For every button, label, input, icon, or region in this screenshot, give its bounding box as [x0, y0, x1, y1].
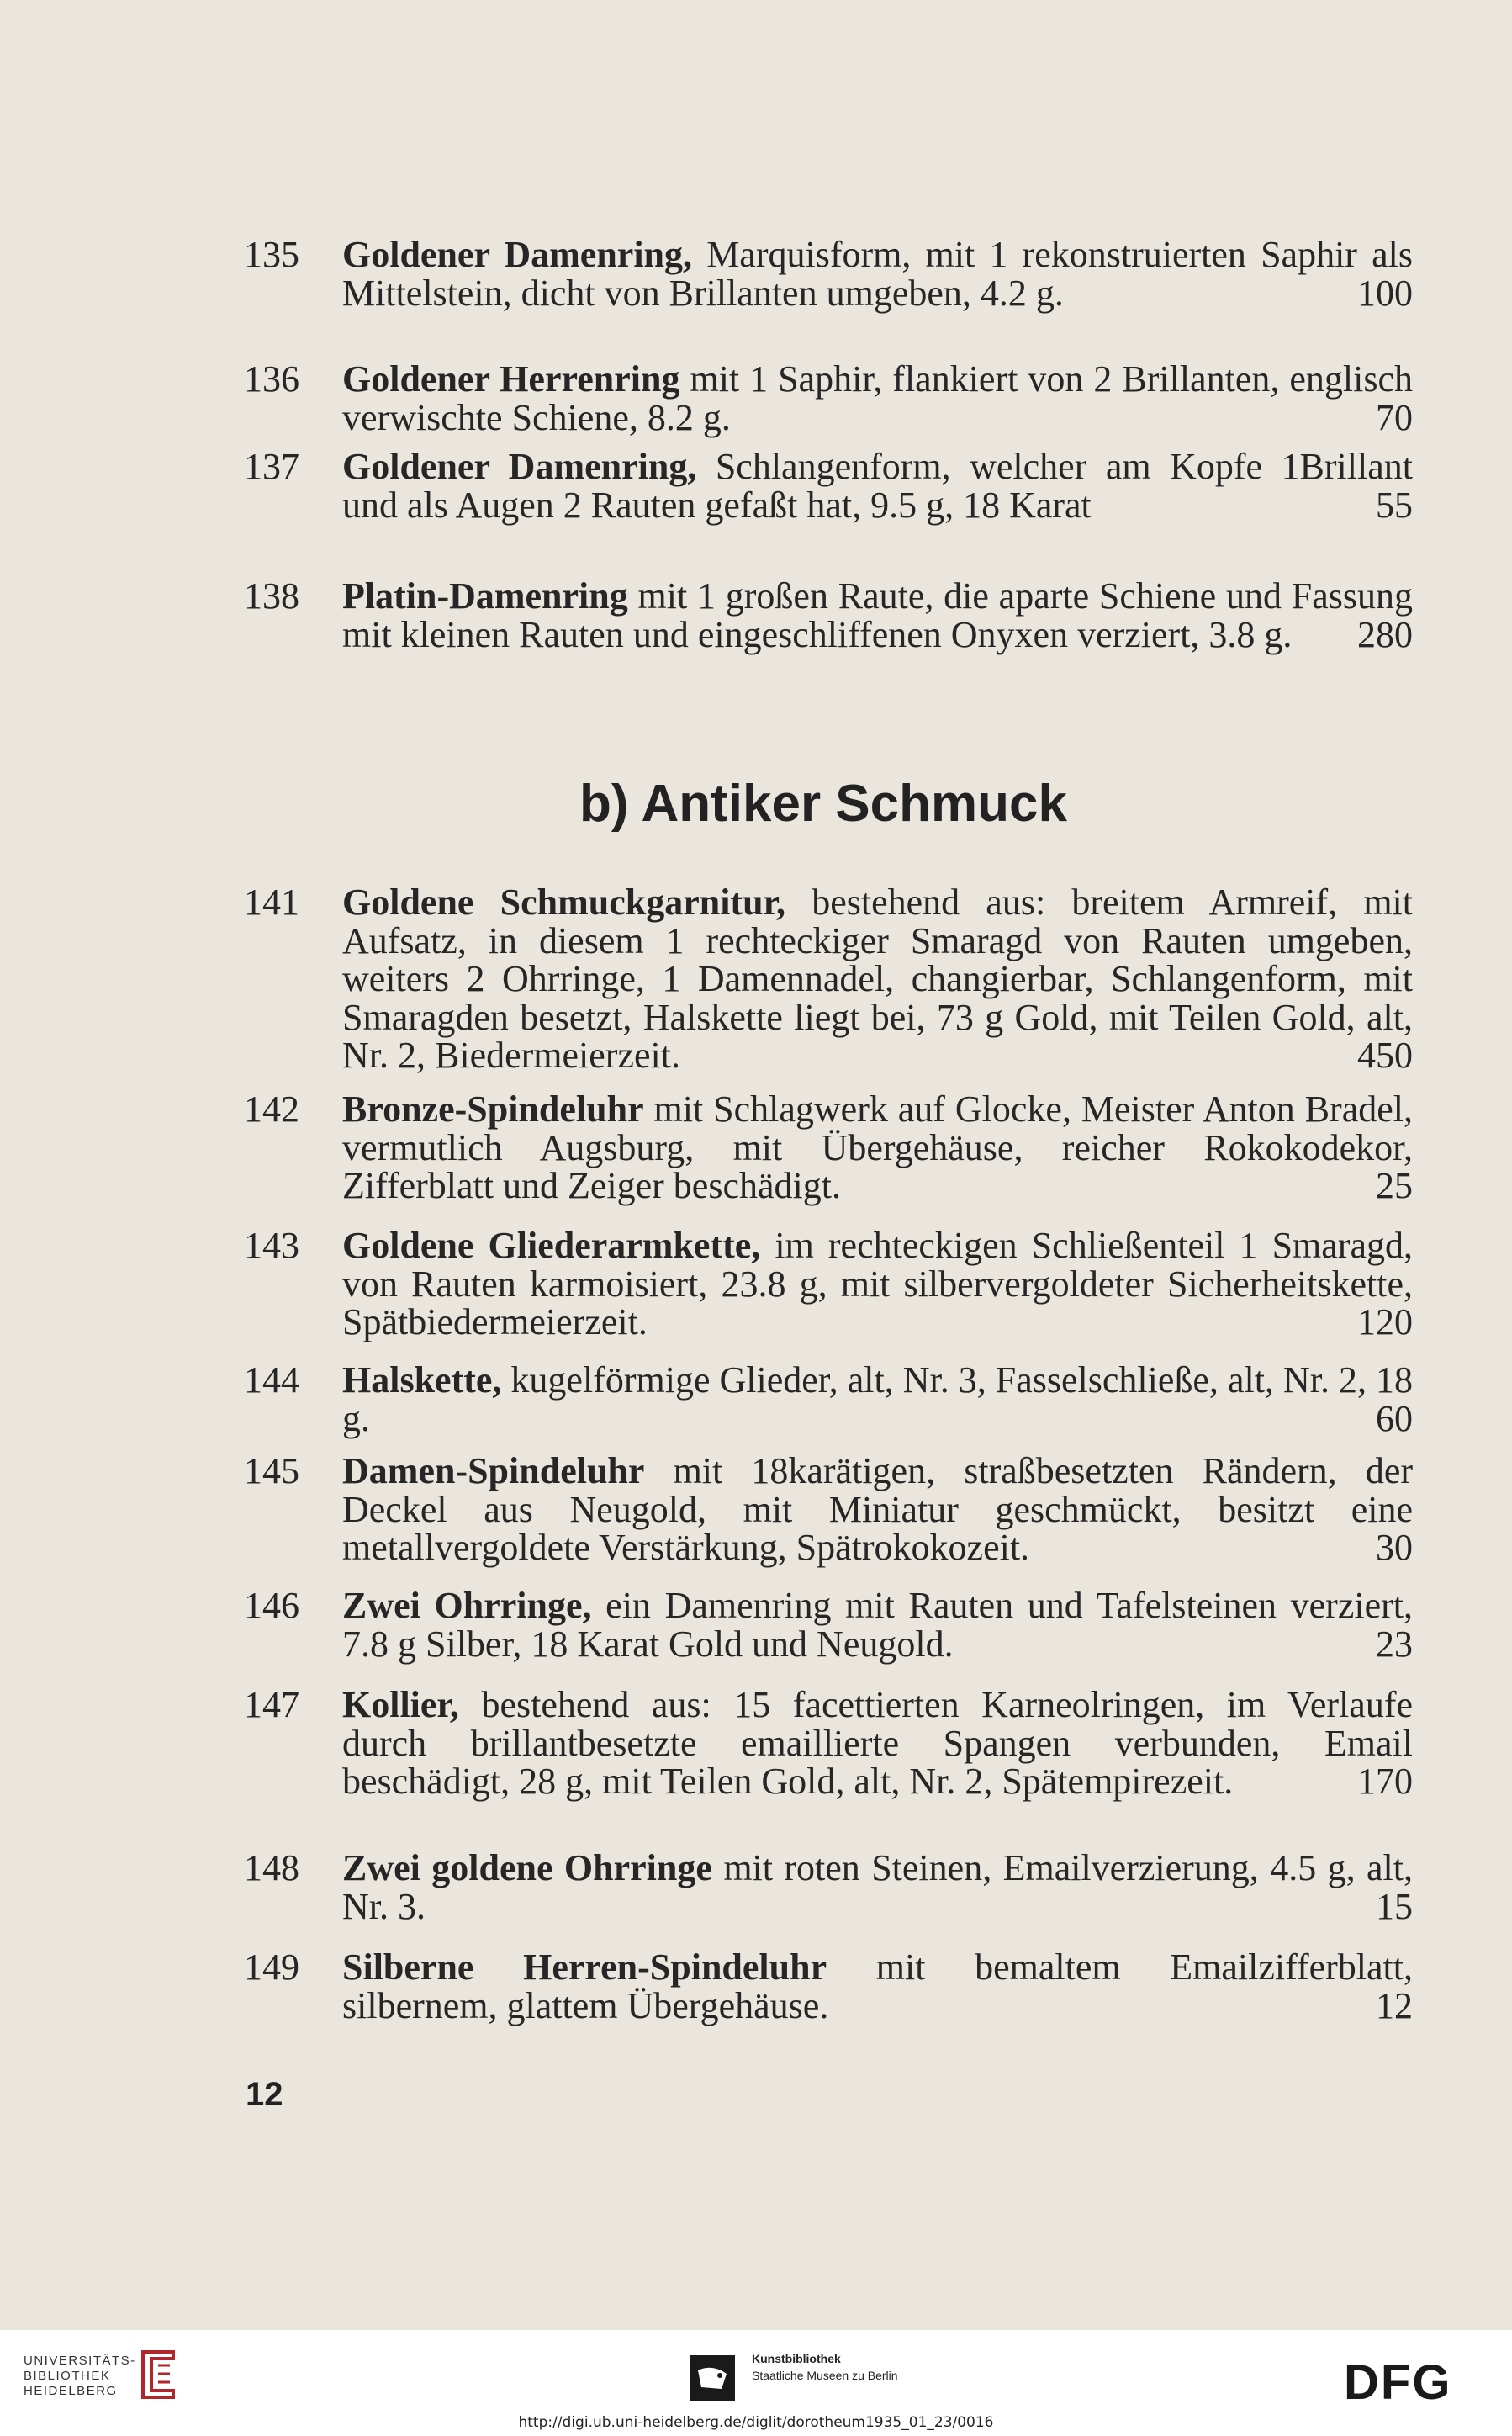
page-number: 12 — [246, 2076, 283, 2113]
lot-name: Goldene Schmuckgarnitur, — [342, 882, 786, 923]
lot-price: 60 — [1376, 1397, 1413, 1439]
lot-number: 145 — [244, 1450, 299, 1491]
catalog-entry-136 — [244, 360, 1413, 437]
lot-price: 23 — [1376, 1623, 1413, 1665]
lot-name: Damen-Spindeluhr — [342, 1450, 645, 1491]
lot-price: 170 — [1357, 1761, 1413, 1802]
lot-name: Goldener Herrenring — [342, 358, 680, 400]
lot-description: Marquisform, mit 1 rekonstruierten Saphir als Mittelstein, dicht von Brillanten umgeben, 4.2 g. — [342, 234, 1413, 314]
lot-description: Schlangenform, welcher am Kopfe 1Brillant und als Augen 2 Rauten gefaßt hat, 9.5 g, 18 Karat — [342, 446, 1413, 526]
uni-logo-line: HEIDELBERG — [24, 2384, 118, 2398]
lot-description: im rechteckigen Schließenteil 1 Smaragd, von Rauten karmoisiert, 23.8 g, mit silbervergoldeter Sicherheitskette, Spätbiedermeierzeit. — [342, 1225, 1413, 1342]
catalog-entry-144 — [244, 1361, 1413, 1438]
lot-name: Goldene Gliederarmkette, — [342, 1225, 761, 1266]
lot-name: Zwei goldene Ohrringe — [342, 1847, 712, 1888]
kunstbibliothek-subtitle: Staatliche Museen zu Berlin — [752, 2369, 898, 2382]
lot-number: 141 — [244, 882, 299, 923]
kunstbibliothek-logo-icon[interactable] — [690, 2355, 735, 2401]
lot-price: 450 — [1357, 1035, 1413, 1076]
lot-price: 30 — [1376, 1527, 1413, 1568]
lot-name: Halskette, — [342, 1359, 502, 1401]
lot-description: mit 18karätigen, straßbesetzten Rändern, der Deckel aus Neugold, mit Miniatur geschmückt, besitzt eine metallvergoldete Verstärkung, Spätrokokozeit. — [342, 1450, 1413, 1568]
catalog-entry-135 — [244, 236, 1413, 312]
lot-price: 12 — [1376, 1984, 1413, 2026]
lot-description: mit 1 Saphir, flankiert von 2 Brillanten, englisch verwischte Schiene, 8.2 g. — [342, 358, 1413, 438]
catalog-entry-145 — [244, 1452, 1413, 1567]
catalog-entry-138 — [244, 577, 1413, 654]
catalog-entry-148 — [244, 1849, 1413, 1925]
catalog-entry-137 — [244, 447, 1413, 524]
lot-description: mit 1 großen Raute, die aparte Schiene und Fassung mit kleinen Rauten und eingeschliffenen Onyxen verziert, 3.8 g. — [342, 575, 1413, 655]
lot-description: mit bemaltem Emailzifferblatt, silbernem, glattem Übergehäuse. — [342, 1946, 1414, 2026]
lot-price: 100 — [1357, 272, 1413, 314]
lot-description: mit roten Steinen, Emailverzierung, 4.5 g, alt, Nr. 3. — [342, 1847, 1413, 1927]
lot-number: 137 — [244, 446, 299, 487]
lot-number: 148 — [244, 1847, 299, 1888]
lot-name: Kollier, — [342, 1684, 459, 1725]
lot-price: 25 — [1376, 1165, 1413, 1206]
lot-name: Platin-Damenring — [342, 575, 628, 617]
kunstbibliothek-title: Kunstbibliothek — [752, 2352, 841, 2365]
permalink-url[interactable]: http://digi.ub.uni-heidelberg.de/diglit/dorotheum1935_01_23/0016 — [518, 2414, 994, 2431]
lot-price: 120 — [1357, 1301, 1413, 1342]
lot-price: 55 — [1376, 484, 1413, 526]
section-heading: b) Antiker Schmuck — [579, 775, 1067, 833]
dfg-logo[interactable]: DFG — [1344, 2355, 1452, 2410]
catalog-entry-142 — [244, 1090, 1413, 1205]
lot-number: 142 — [244, 1088, 299, 1130]
lot-name: Goldener Damenring, — [342, 234, 693, 275]
uni-logo-line: BIBLIOTHEK — [24, 2369, 111, 2383]
uni-logo-line: UNIVERSITÄTS- — [24, 2354, 136, 2368]
catalog-entry-149 — [244, 1948, 1413, 2025]
university-library-logo[interactable] — [24, 2354, 136, 2399]
kunstbibliothek-label — [752, 2350, 898, 2384]
lot-price: 70 — [1376, 396, 1413, 438]
lot-number: 144 — [244, 1359, 299, 1401]
lot-number: 136 — [244, 358, 299, 400]
lot-number: 138 — [244, 575, 299, 617]
lot-number: 146 — [244, 1585, 299, 1626]
lot-price: 15 — [1376, 1885, 1413, 1927]
lot-number: 149 — [244, 1946, 299, 1988]
lot-description: bestehend aus: breitem Armreif, mit Aufsatz, in diesem 1 rechteckiger Smaragd von Rauten umgeben, weiters 2 Ohrringe, 1 Damennadel, changierbar, Schlangenform, mit Smaragden besetzt, Halskette liegt bei, 73 g Gold, mit Teilen Gold, alt, Nr. 2, Biedermeierzeit. — [342, 882, 1413, 1076]
university-emblem-icon — [136, 2349, 180, 2401]
lot-description: mit Schlagwerk auf Glocke, Meister Anton Bradel, vermutlich Augsburg, mit Übergehäuse, reicher Rokokodekor, Zifferblatt und Zeiger beschädigt. — [342, 1088, 1413, 1206]
lot-description: ein Damenring mit Rauten und Tafelsteinen verziert, 7.8 g Silber, 18 Karat Gold und Neugold. — [342, 1585, 1413, 1665]
catalog-entry-146 — [244, 1586, 1413, 1663]
catalog-entry-147 — [244, 1686, 1413, 1801]
lot-price: 280 — [1357, 613, 1413, 655]
lot-number: 135 — [244, 234, 299, 275]
lot-name: Goldener Damenring, — [342, 446, 697, 487]
lot-name: Silberne Herren-Spindeluhr — [342, 1946, 827, 1988]
lot-number: 147 — [244, 1684, 299, 1725]
catalog-entry-141 — [244, 883, 1413, 1075]
lot-number: 143 — [244, 1225, 299, 1266]
footer — [0, 2330, 1512, 2436]
catalog-entry-143 — [244, 1226, 1413, 1342]
lot-description: bestehend aus: 15 facettierten Karneolringen, im Verlaufe durch brillantbesetzte emaillierte Spangen verbunden, Email beschädigt, 28 g, mit Teilen Gold, alt, Nr. 2, Spätempirezeit. — [342, 1684, 1413, 1802]
lot-name: Bronze-Spindeluhr — [342, 1088, 644, 1130]
lot-name: Zwei Ohrringe, — [342, 1585, 592, 1626]
lot-description: kugelförmige Glieder, alt, Nr. 3, Fasselschließe, alt, Nr. 2, 18 g. — [342, 1359, 1413, 1439]
